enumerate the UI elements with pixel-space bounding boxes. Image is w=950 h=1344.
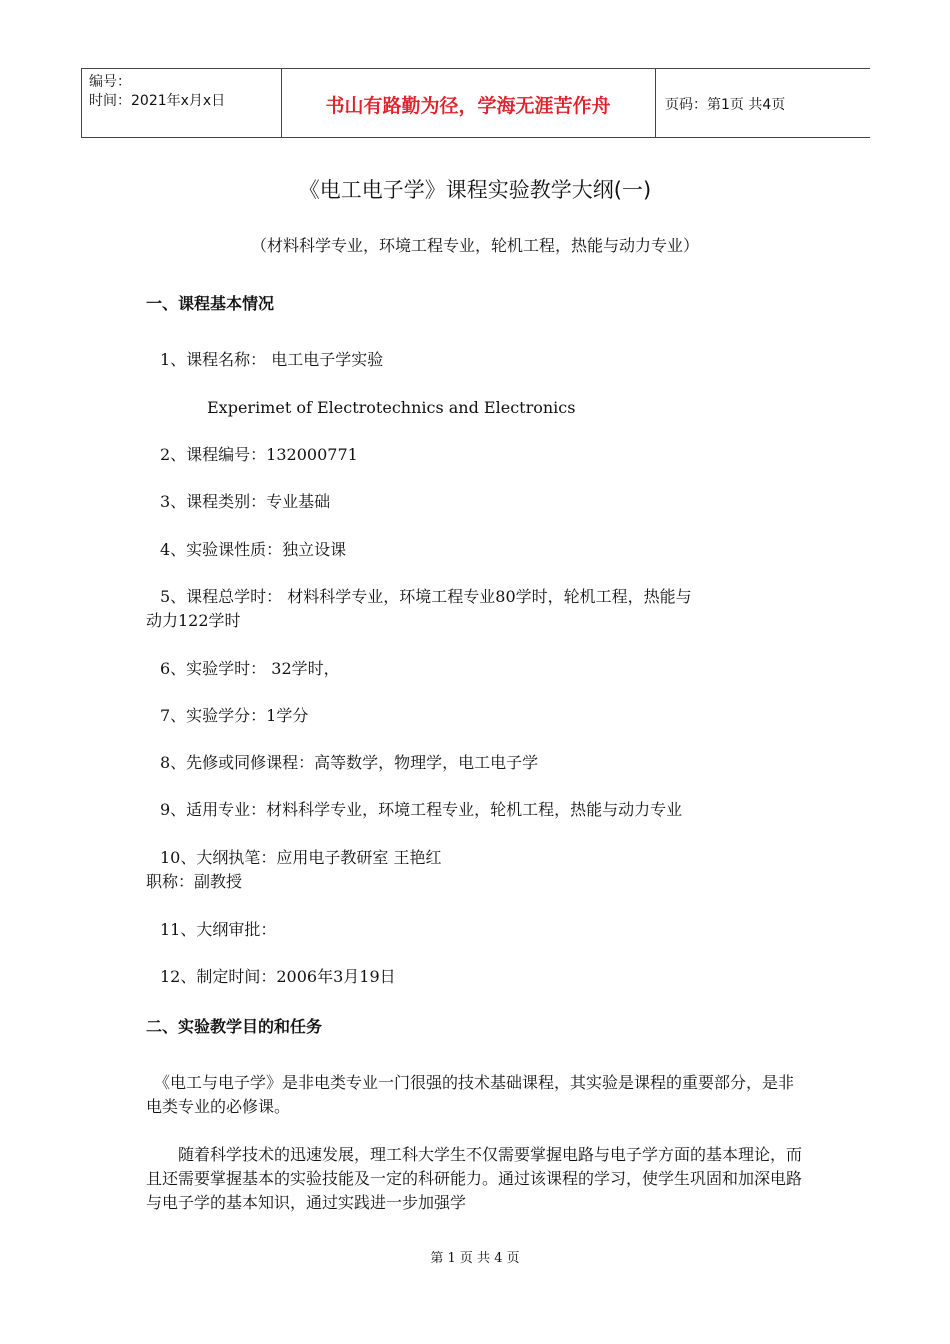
item-total-hours-cont: 动力122学时 bbox=[146, 611, 241, 630]
item-course-type: 3、课程类别：专业基础 bbox=[160, 492, 331, 511]
number-label: 编号： bbox=[89, 74, 131, 90]
item-course-name: 1、课程名称： 电工电子学实验 bbox=[160, 350, 384, 369]
header-page-info: 页码：第1页 共4页 bbox=[665, 97, 786, 113]
header-meta bbox=[89, 73, 225, 111]
header-divider bbox=[655, 69, 656, 137]
item-author-title: 职称：副教授 bbox=[146, 872, 243, 891]
document-subtitle: （材料科学专业，环境工程专业，轮机工程，热能与动力专业） bbox=[250, 236, 699, 255]
item-course-code: 2、课程编号：132000771 bbox=[160, 445, 358, 464]
page-header bbox=[81, 68, 870, 138]
item-lab-credits: 7、实验学分：1学分 bbox=[160, 706, 309, 725]
item-approval: 11、大纲审批： bbox=[160, 920, 277, 939]
item-date: 12、制定时间：2006年3月19日 bbox=[160, 967, 396, 986]
item-total-hours: 5、课程总学时： 材料科学专业，环境工程专业80学时，轮机工程，热能与 bbox=[160, 587, 692, 606]
item-lab-nature: 4、实验课性质：独立设课 bbox=[160, 540, 347, 559]
time-label: 时间：2021年x月x日 bbox=[89, 93, 226, 109]
header-divider bbox=[81, 69, 82, 137]
item-prerequisites: 8、先修或同修课程：高等数学，物理学，电工电子学 bbox=[160, 753, 539, 772]
document-title: 《电工电子学》课程实验教学大纲(一) bbox=[298, 178, 652, 202]
page-footer: 第 1 页 共 4 页 bbox=[430, 1251, 520, 1266]
section-heading-1: 一、课程基本情况 bbox=[146, 294, 275, 313]
section-heading-2: 二、实验教学目的和任务 bbox=[146, 1017, 323, 1036]
item-course-name-en: Experimet of Electrotechnics and Electronics bbox=[207, 398, 576, 417]
paragraph-1: 《电工与电子学》是非电类专业一门很强的技术基础课程，其实验是课程的重要部分，是非电类专业的必修课。 bbox=[146, 1073, 795, 1116]
header-motto: 书山有路勤为径，学海无涯苦作舟 bbox=[325, 95, 611, 117]
item-author: 10、大纲执笔：应用电子教研室 王艳红 bbox=[160, 848, 442, 867]
item-majors: 9、适用专业：材料科学专业，环境工程专业，轮机工程，热能与动力专业 bbox=[160, 800, 683, 819]
item-lab-hours: 6、实验学时： 32学时， bbox=[160, 659, 340, 678]
paragraph-2: 随着科学技术的迅速发展，理工科大学生不仅需要掌握电路与电子学方面的基本理论，而且还需要掌握基本的实验技能及一定的科研能力。通过该课程的学习，使学生巩固和加深电路与电子学的基本知识，通过实践进一步加强学 bbox=[146, 1145, 803, 1212]
